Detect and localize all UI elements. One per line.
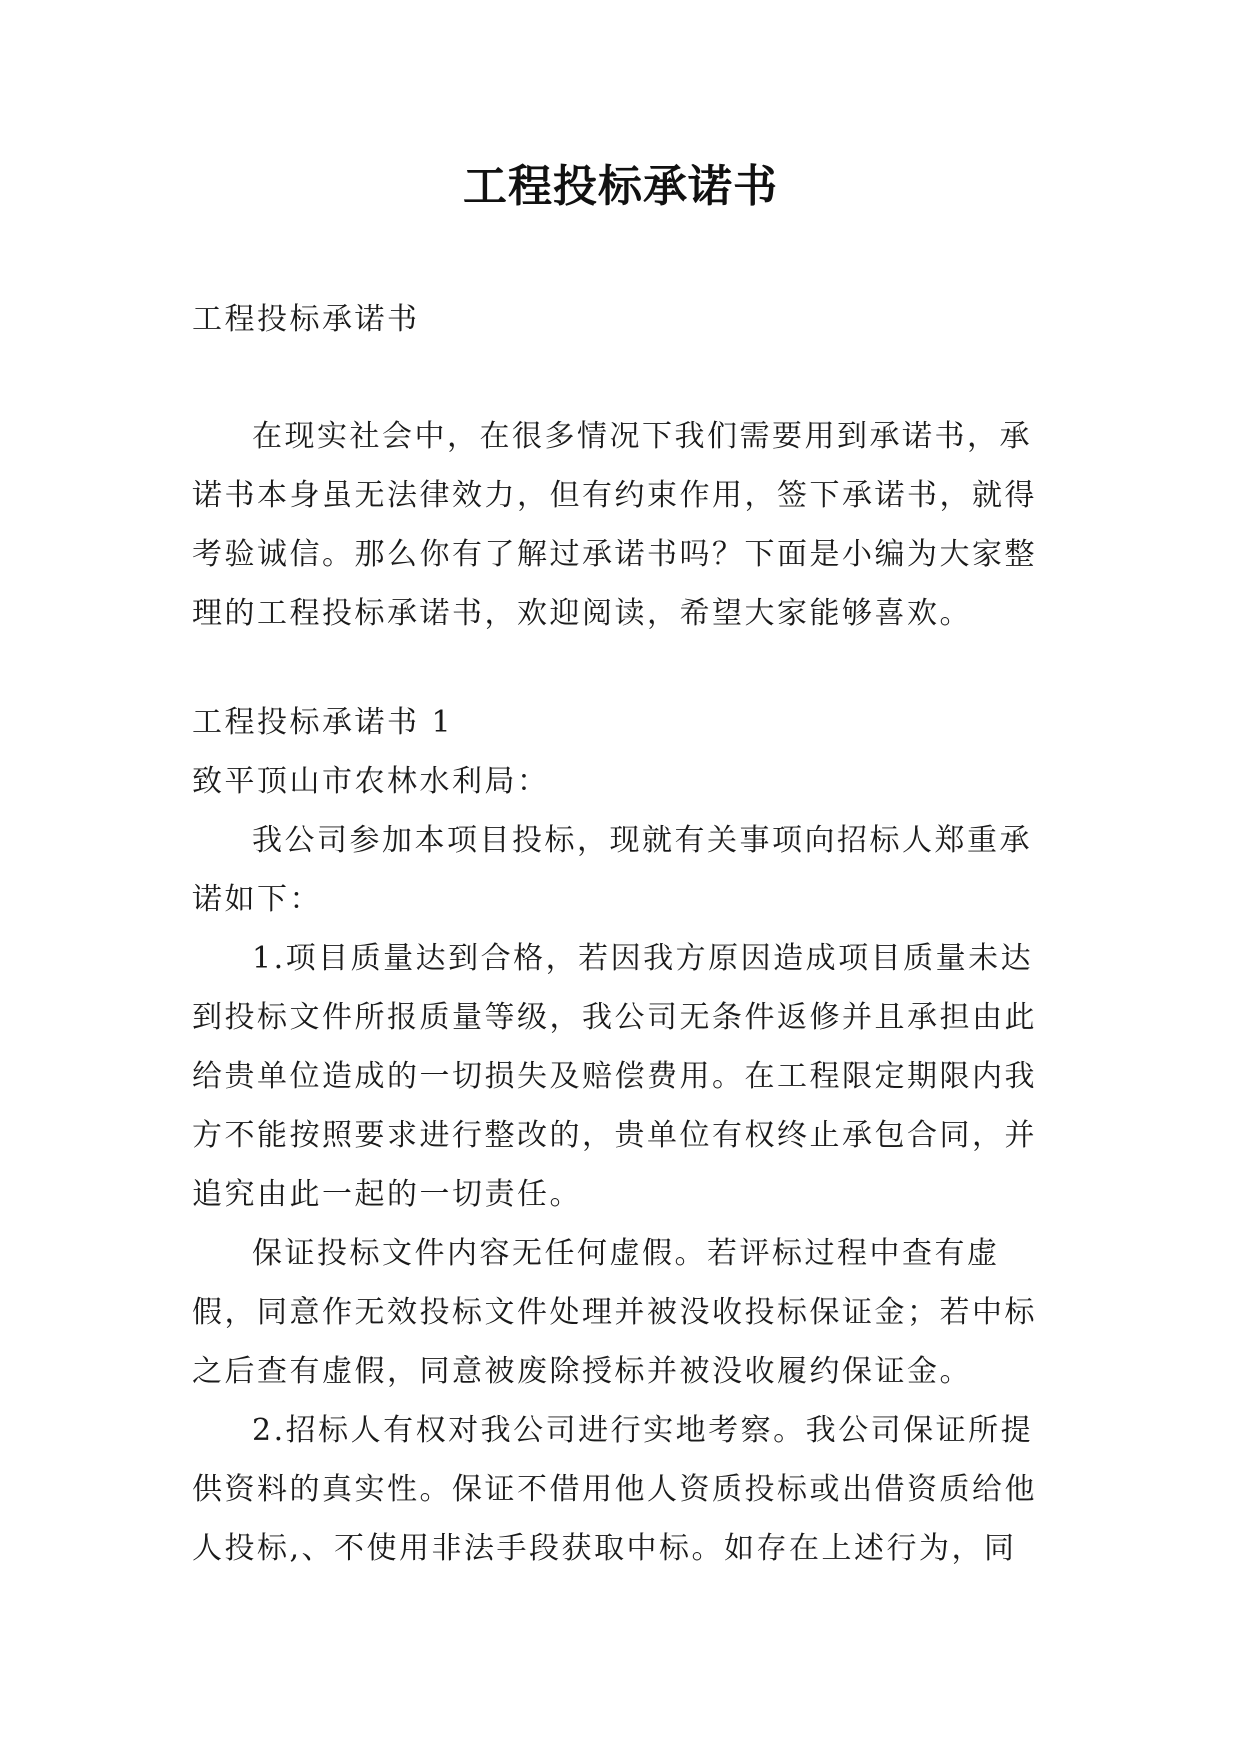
paragraph-no-falsehood: 保证投标文件内容无任何虚假。若评标过程中查有虚假，同意作无效投标文件处理并被没收投标保证金；若中标之后查有虚假，同意被废除授标并被没收履约保证金。	[192, 1236, 1037, 1389]
addressee: 致平顶山市农林水利局：	[192, 764, 550, 799]
document-body	[192, 290, 1052, 1578]
paragraph-item-1: 1.项目质量达到合格，若因我方原因造成项目质量未达到投标文件所报质量等级，我公司无条件返修并且承担由此给贵单位造成的一切损失及赔偿费用。在工程限定期限内我方不能按照要求进行整改的，贵单位有权终止承包合同，并追究由此一起的一切责任。	[192, 941, 1037, 1212]
section-heading: 工程投标承诺书 1	[192, 705, 454, 740]
document-subtitle: 工程投标承诺书	[192, 302, 420, 337]
paragraph-commitment-intro: 我公司参加本项目投标，现就有关事项向招标人郑重承诺如下：	[192, 823, 1032, 917]
intro-paragraph: 在现实社会中，在很多情况下我们需要用到承诺书，承诺书本身虽无法律效力，但有约束作用，签下承诺书，就得考验诚信。那么你有了解过承诺书吗？下面是小编为大家整理的工程投标承诺书，欢迎阅读，希望大家能够喜欢。	[192, 419, 1037, 631]
paragraph-item-2: 2.招标人有权对我公司进行实地考察。我公司保证所提供资料的真实性。保证不借用他人资质投标或出借资质给他人投标,、不使用非法手段获取中标。如存在上述行为，同	[192, 1413, 1037, 1566]
document-title: 工程投标承诺书	[463, 161, 778, 212]
